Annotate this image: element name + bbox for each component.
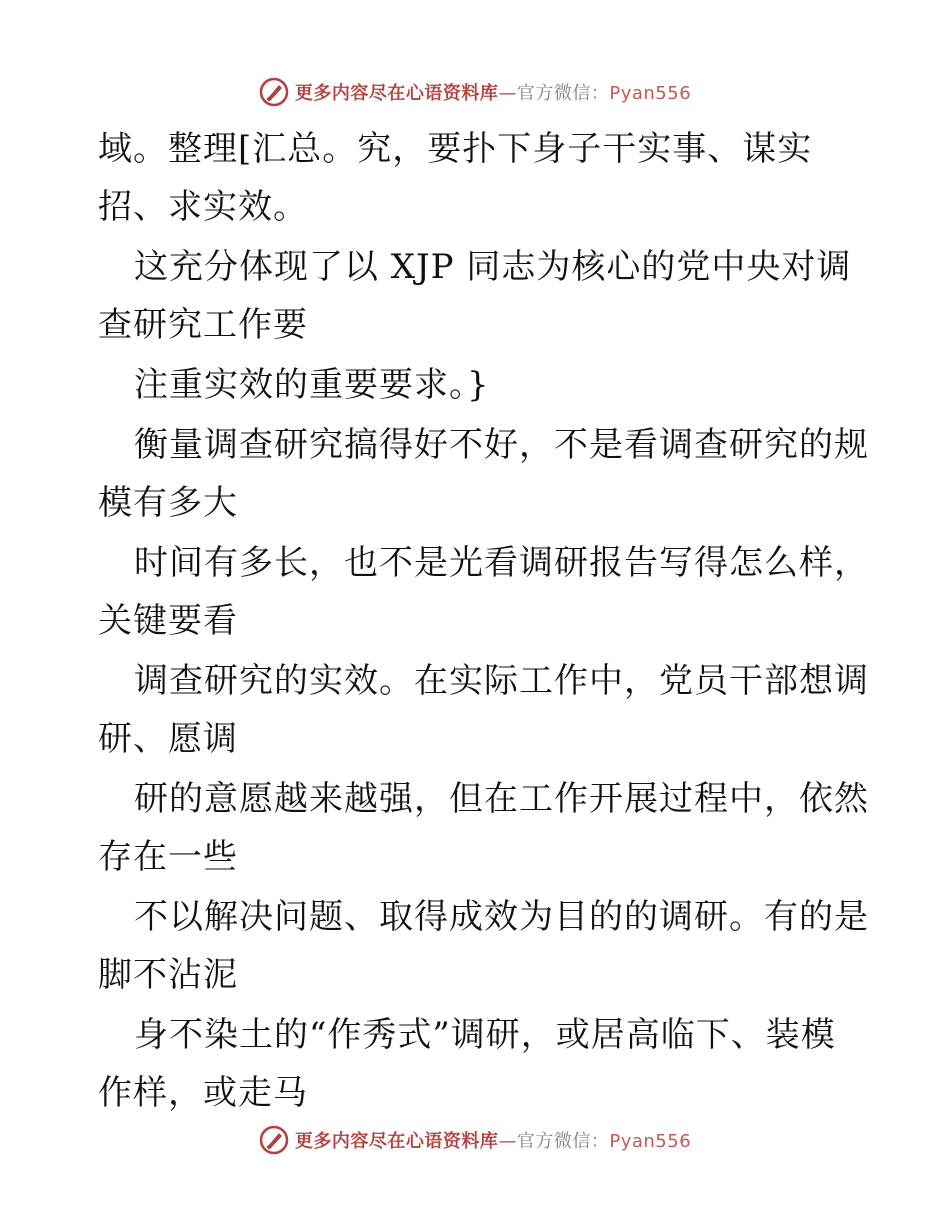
pen-nib-logo-icon <box>259 77 289 107</box>
text-line: 模有多大 <box>98 483 238 523</box>
banner-lead-text: 更多内容尽在心语资料库 <box>294 83 499 104</box>
banner-dash: — <box>498 83 517 104</box>
text-line: 域。整理[汇总。究，要扑下身子干实事、谋实 <box>98 129 813 169</box>
banner-wechat-id: Pyan556 <box>609 83 692 104</box>
footer-banner <box>0 1118 950 1162</box>
header-banner <box>0 70 950 114</box>
banner-text <box>295 79 691 105</box>
paragraph-line: 这充分体现了以 XJP 同志为核心的党中央对调 <box>134 247 852 287</box>
paragraph-line: 研的意愿越来越强，但在工作开展过程中，依然 <box>134 779 869 819</box>
paragraph-line: 身不染土的“作秀式”调研，或居高临下、装模 <box>134 1015 836 1055</box>
banner-lead-text: 更多内容尽在心语资料库 <box>294 1131 499 1152</box>
banner-dash: — <box>498 1131 517 1152</box>
banner-wechat-id: Pyan556 <box>609 1131 692 1152</box>
text-line: 招、求实效。 <box>98 187 308 227</box>
paragraph-line: 不以解决问题、取得成效为目的的调研。有的是 <box>134 897 869 937</box>
text-line: 存在一些 <box>98 837 238 877</box>
paragraph-line: 时间有多长，也不是光看调研报告写得怎么样， <box>134 543 869 583</box>
text-line: 查研究工作要 <box>98 305 308 345</box>
banner-wechat-label: 官方微信： <box>516 83 610 104</box>
paragraph-line: 衡量调查研究搞得好不好，不是看调查研究的规 <box>134 425 869 465</box>
text-line: 作样，或走马 <box>98 1073 308 1113</box>
text-line: 脚不沾泥 <box>98 955 238 995</box>
paragraph-line: 注重实效的重要要求。} <box>134 365 490 405</box>
banner-wechat-label: 官方微信： <box>516 1131 610 1152</box>
banner-text <box>295 1127 691 1153</box>
paragraph-line: 调查研究的实效。在实际工作中，党员干部想调 <box>134 661 869 701</box>
pen-nib-logo-icon <box>259 1125 289 1155</box>
text-line: 研、愿调 <box>98 719 238 759</box>
text-line: 关键要看 <box>98 601 238 641</box>
